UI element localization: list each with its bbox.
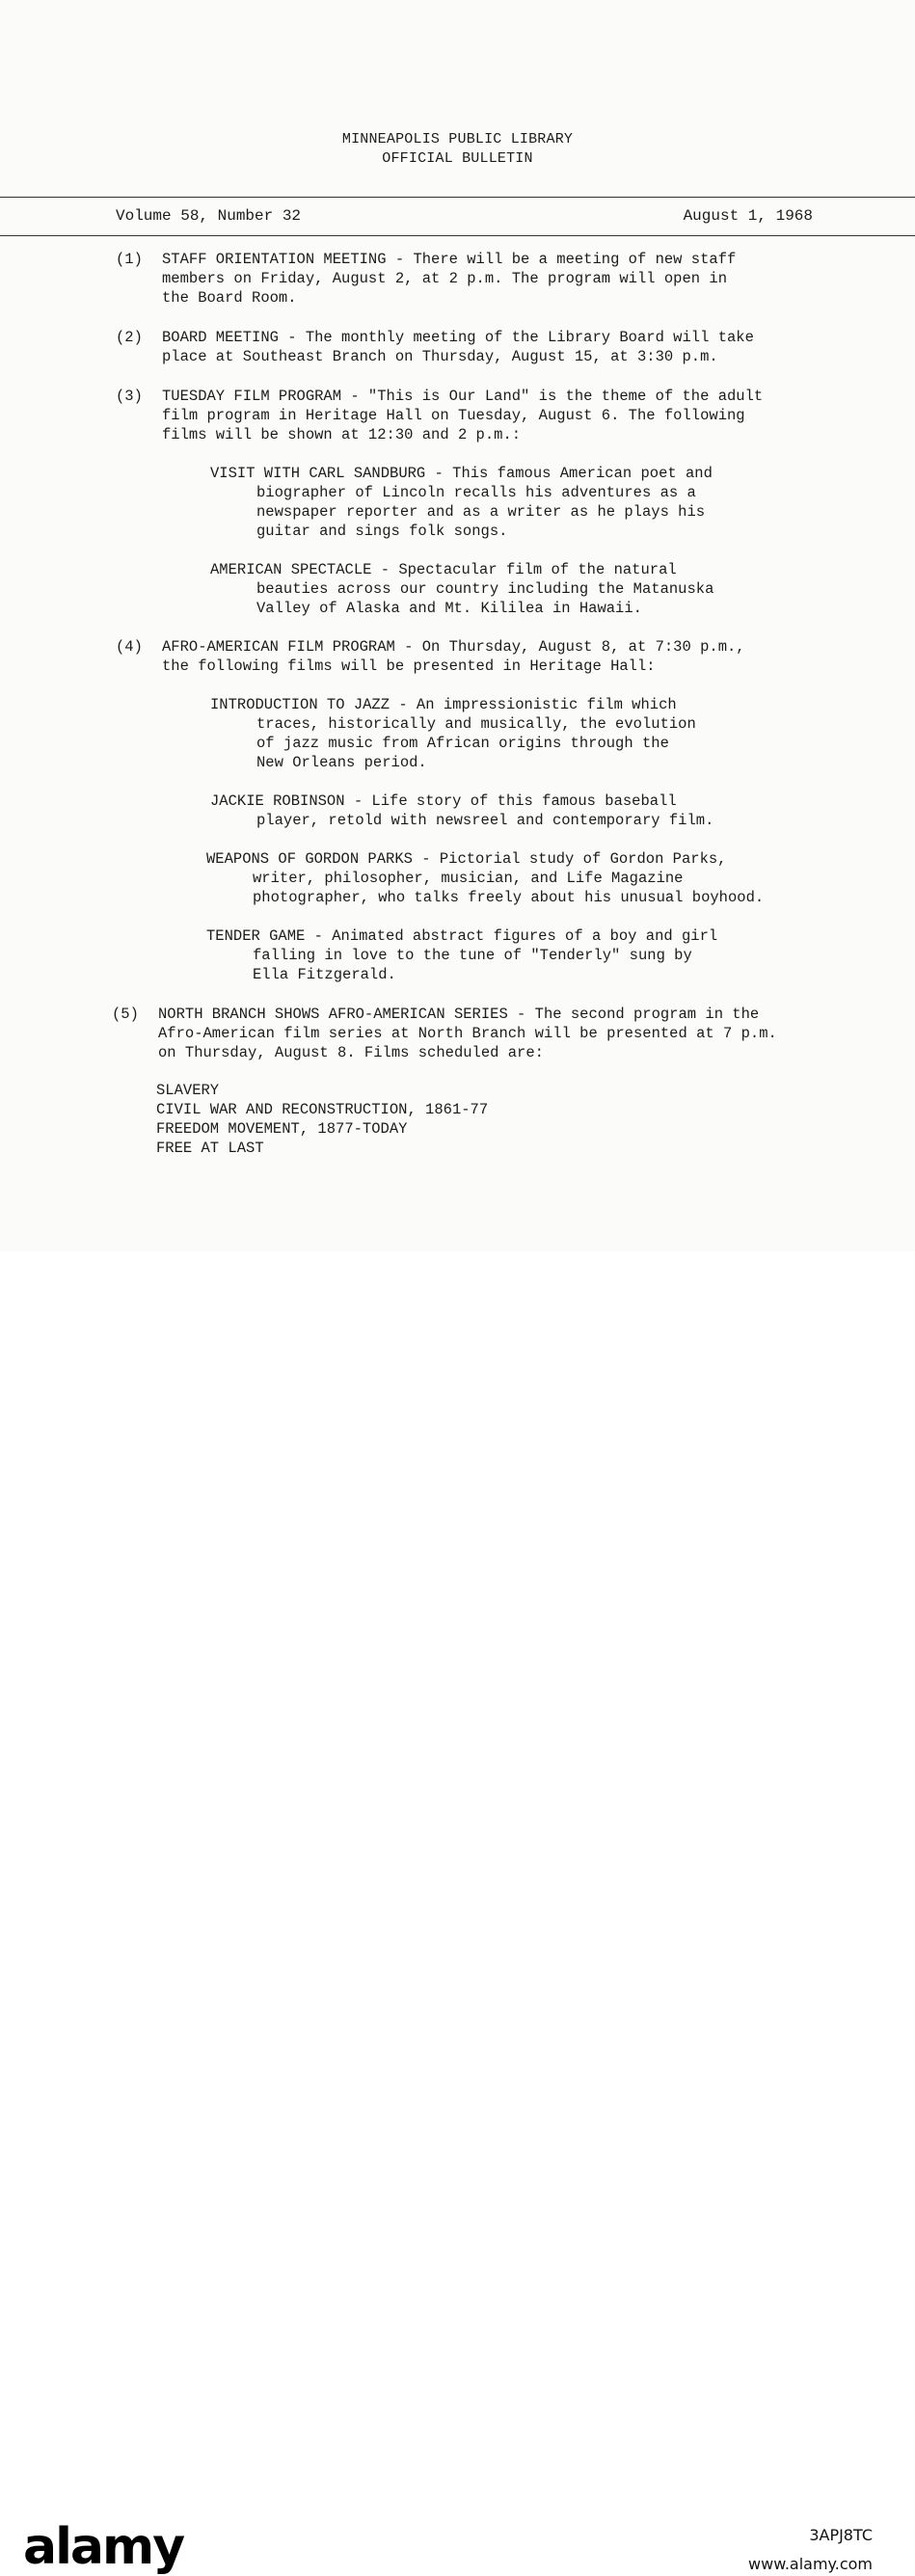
volume-number: Volume 58, Number 32	[116, 207, 302, 225]
film-entry	[210, 695, 837, 772]
list-item: SLAVERY	[156, 1082, 220, 1099]
film-title-line: INTRODUCTION TO JAZZ - An impressionistic film which	[210, 696, 677, 713]
list-item: CIVIL WAR AND RECONSTRUCTION, 1861-77	[156, 1101, 489, 1118]
film-entry	[210, 464, 837, 541]
film-description: player, retold with newsreel and contemporary film.	[256, 812, 714, 829]
film-title-line: VISIT WITH CARL SANDBURG - This famous American poet and	[210, 465, 713, 482]
item-text: NORTH BRANCH SHOWS AFRO-AMERICAN SERIES - The second program in the Afro-American film series at North Branch will be presented at 7 p.m. on Thursday, August 8. Films scheduled are:	[158, 1006, 777, 1061]
item-text: BOARD MEETING - The monthly meeting of the Library Board will take place at Southeast Branch on Thursday, August 15, at 3:30 p.m.	[162, 329, 754, 365]
item-number: (3)	[116, 388, 143, 405]
film-description: falling in love to the tune of "Tenderly" sung by Ella Fitzgerald.	[253, 947, 692, 983]
list-item: FREEDOM MOVEMENT, 1877-TODAY	[156, 1120, 408, 1138]
film-description: traces, historically and musically, the evolution of jazz music from African origins through the New Orleans period.	[256, 715, 696, 771]
header-bottom-rule	[0, 235, 915, 236]
film-description: writer, philosopher, musician, and Life Magazine photographer, who talks freely about his unusual boyhood.	[253, 870, 765, 906]
film-entry	[210, 792, 837, 830]
film-title-line: JACKIE ROBINSON - Life story of this famous baseball	[210, 792, 677, 810]
bulletin-item	[116, 637, 848, 676]
image-id: 3APJ8TC	[809, 2526, 873, 2544]
item-number: (2)	[116, 329, 143, 346]
stock-footer	[0, 1251, 915, 2576]
film-description: beauties across our country including the Matanuska Valley of Alaska and Mt. Kililea in Hawaii.	[256, 580, 714, 617]
bulletin-date: August 1, 1968	[683, 207, 813, 225]
film-entry	[210, 560, 837, 618]
film-entry	[206, 926, 833, 984]
bulletin-item	[116, 250, 848, 308]
bulletin-page	[0, 0, 915, 1251]
top-rule	[0, 197, 915, 198]
item-text: TUESDAY FILM PROGRAM - "This is Our Land" is the theme of the adult film program in Heritage Hall on Tuesday, August 6. The following films will be shown at 12:30 and 2 p.m.:	[162, 388, 764, 443]
library-name: MINNEAPOLIS PUBLIC LIBRARY	[341, 131, 574, 148]
bulletin-title: OFFICIAL BULLETIN	[382, 150, 533, 167]
item-number: (5)	[112, 1006, 139, 1023]
bulletin-item	[116, 387, 848, 444]
item-text: AFRO-AMERICAN FILM PROGRAM - On Thursday, August 8, at 7:30 p.m., the following films will be presented in Heritage Hall:	[162, 638, 745, 675]
film-title-line: TENDER GAME - Animated abstract figures of a boy and girl	[206, 927, 718, 945]
footer-url: www.alamy.com	[748, 2555, 873, 2573]
alamy-logo: alamy	[23, 2518, 184, 2576]
film-entry	[206, 849, 833, 907]
film-title-line: WEAPONS OF GORDON PARKS - Pictorial study of Gordon Parks,	[206, 850, 727, 868]
bulletin-item	[116, 328, 848, 366]
scheduled-films-list	[156, 1081, 488, 1158]
film-title-line: AMERICAN SPECTACLE - Spectacular film of the natural	[210, 561, 677, 578]
item-number: (1)	[116, 251, 143, 268]
item-text: STAFF ORIENTATION MEETING - There will be a meeting of new staff members on Friday, August 2, at 2 p.m. The program will open in the Board Room.	[162, 251, 737, 307]
film-description: biographer of Lincoln recalls his adventures as a newspaper reporter and as a writer as he plays his guitar and sings folk songs.	[256, 484, 706, 540]
list-item: FREE AT LAST	[156, 1140, 264, 1157]
item-number: (4)	[116, 638, 143, 656]
bulletin-item	[112, 1005, 845, 1062]
